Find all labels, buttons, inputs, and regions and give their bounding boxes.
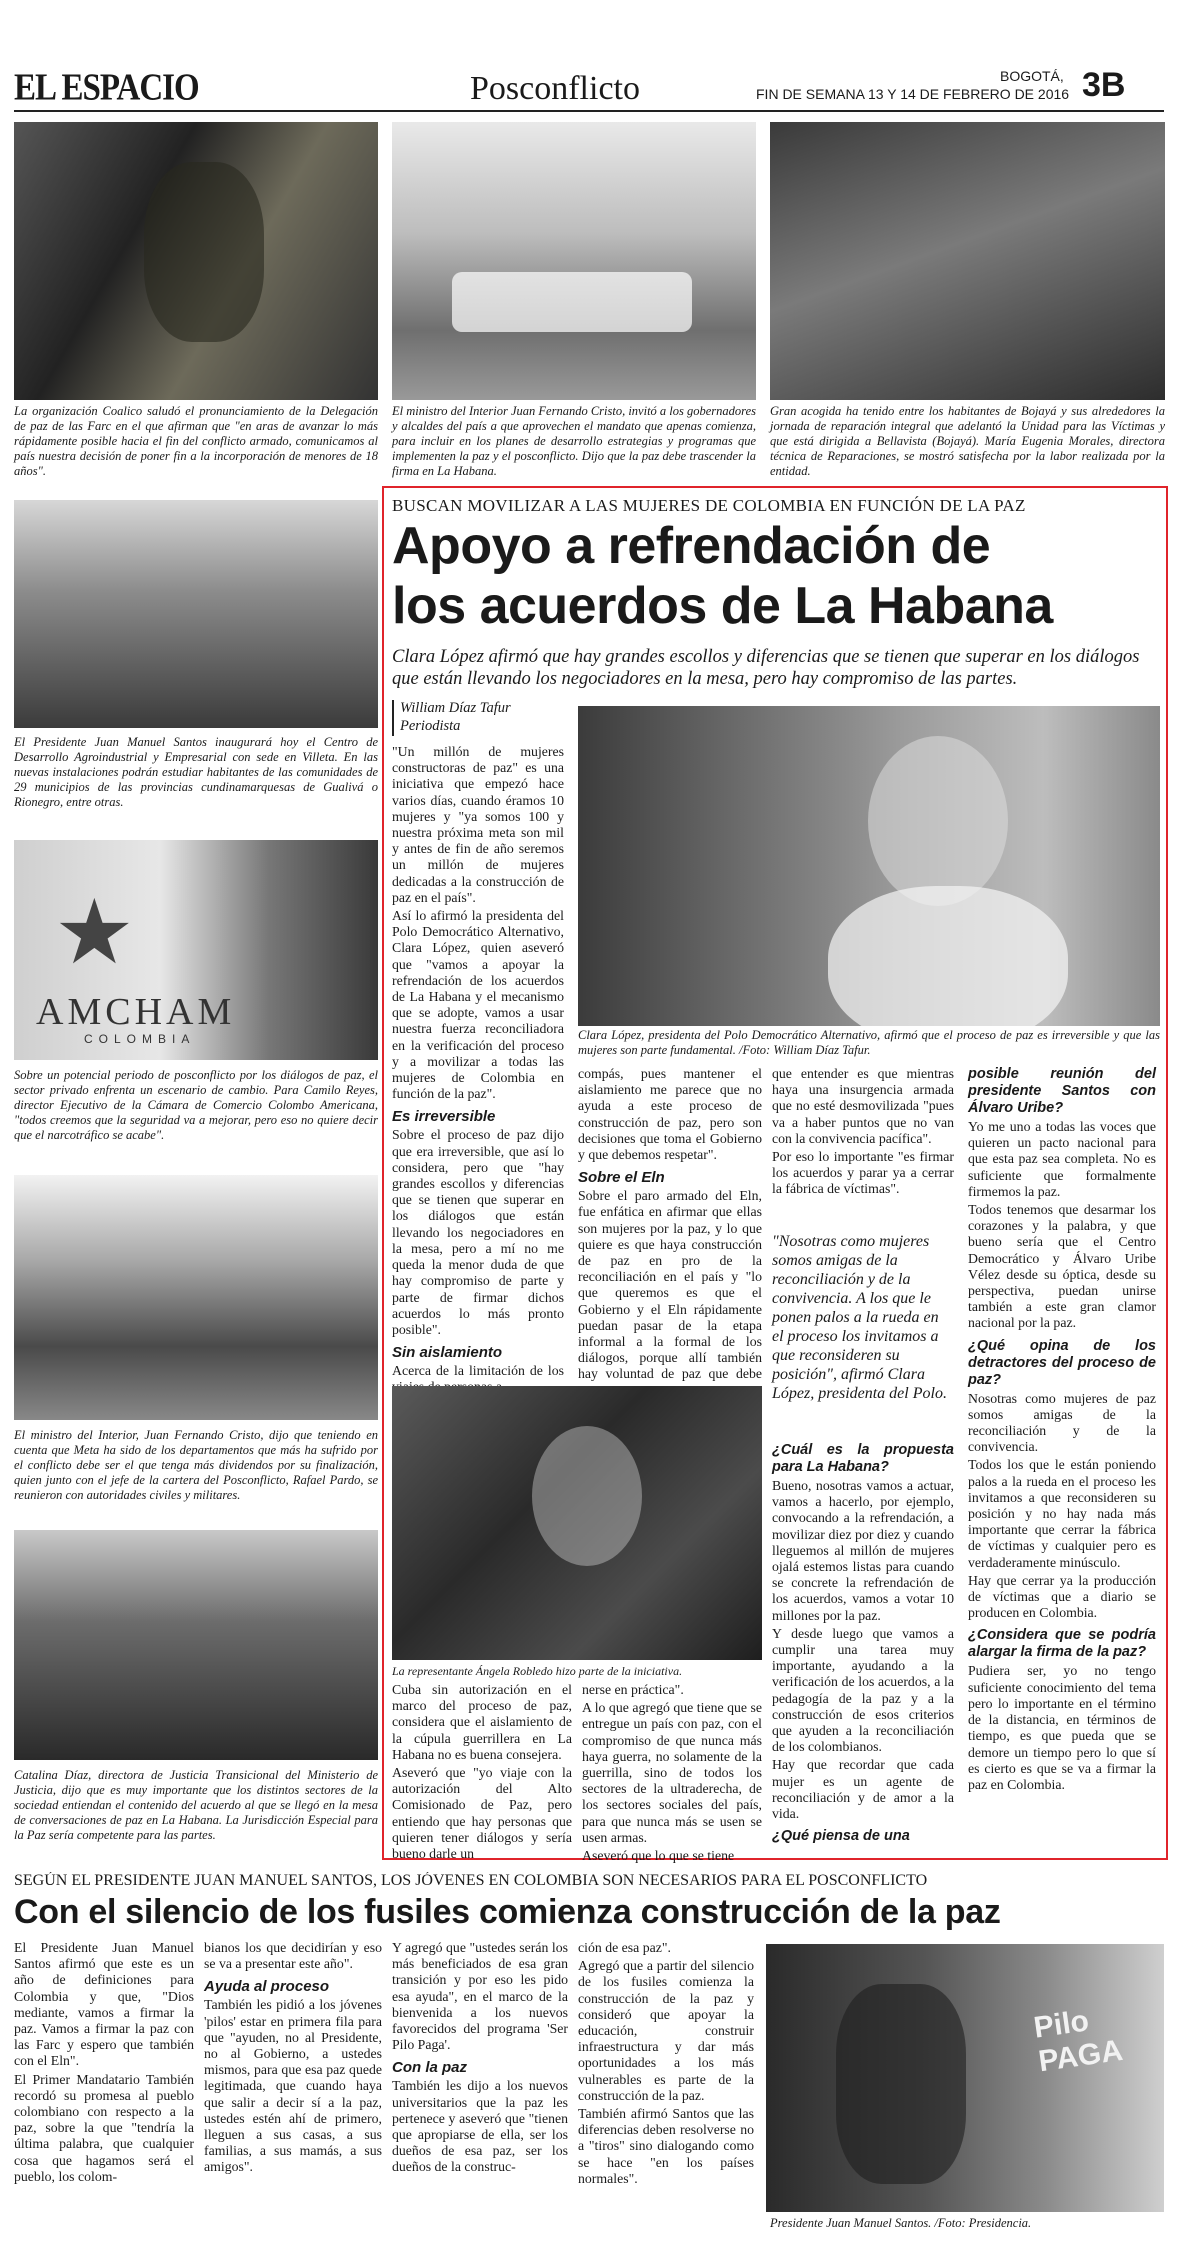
paragraph: Y desde luego que vamos a cumplir una tarea muy importante, ayudando a la verificación de los acuerdos, a la pedagogía de la paz y a la construcción de esos criterios que ayuden a la reconciliación de los colombianos. (772, 1625, 954, 1755)
paragraph: nerse en práctica". (582, 1682, 684, 1697)
bottom-column-4 (578, 1940, 754, 2189)
paragraph: También les dijo a los nuevos universitarios que la paz les pertenece y aseveró que "tienen que apropiarse de ella, ser los dueños de esa paz, ser los dueños de la construc- (392, 2078, 568, 2175)
paragraph: Todos los que le están poniendo palos a la rueda en el proceso les invitamos a que reconsideren su posición y no hay nada más importante que cerrar la fábrica de víctimas y cualquier pero es verdaderamente minúsculo. (968, 1457, 1156, 1570)
paragraph: Agregó que a partir del silencio de los fusiles comienza la construcción de la paz y consideró que apoyar la educación, construir infraestructura y dar más oportunidades a los más vulnerables es parte de la construcción de la paz. (578, 1958, 754, 2103)
photo-amcham (14, 840, 378, 1060)
amcham-logo: AMCHAM (36, 991, 236, 1033)
caption-catalina-diaz: Catalina Díaz, directora de Justicia Transicional del Ministerio de Justicia, dijo que es muy importante que los distintos sectores de la sociedad entiendan el contenido del acuerdo al que se llegó en la mesa de conversaciones de paz en La Habana. La Jurisdicción Especial para la Paz sería competente para las partes. (14, 1768, 378, 1842)
paragraph: También afirmó Santos que las diferencias deben resolverse no a "tiros" sino dialogando como se hace "en los países normales". (578, 2106, 754, 2186)
paragraph: bianos los que decidirían y eso se va a presentar este año". (204, 1940, 382, 1972)
caption-santos-pilo-paga: Presidente Juan Manuel Santos. /Foto: Presidencia. (770, 2216, 1032, 2230)
paragraph: Nosotras como mujeres de paz somos amigas de la reconciliación y de la convivencia. (968, 1390, 1156, 1455)
paragraph: compás, pues mantener el aislamiento me parece que no ayuda a este proceso de construcción de paz, pero son decisiones que toma el Gobierno y que debemos respetar". (578, 1066, 762, 1163)
feature-column-1 (392, 744, 564, 1398)
photo-angela-robledo (392, 1386, 762, 1660)
paragraph: El Presidente Juan Manuel Santos afirmó que este es un año de definiciones para Colombia y que, "Dios mediante, vamos a firmar la paz. Vamos a firmar la paz con las Farc y espero que también con el Eln". (14, 1940, 194, 2069)
paragraph: Sobre el paro armado del Eln, fue enfática en afirmar que ellas son mujeres por la paz, y lo que quiere es que haya construcción de paz en pro de la reconciliación en el país y "lo que queremos es que el Gobierno y el Eln rápidamente puedan pasar de la etapa informal a la formal de los diálogos, porque allí también hay voluntad de paz que debe (578, 1188, 762, 1382)
paragraph: También les pidió a los jóvenes 'pilos' estar en primera fila para que "ayuden, no al Presidente, no al Gobierno, a ustedes mismos, para que esa paz quede legitimada, que cuando haya que salir a decir sí a la paz, ustedes estén ahí de primero, lleguen a sus casas, a sus familias, a sus mamás, a sus amigos". (204, 1997, 382, 2175)
bottom-column-3 (392, 1940, 568, 2178)
paragraph: Cuba sin autorización en el marco del proceso de paz, considera que el aislamiento de la cúpula guerrillera en La Habana no es buena consejera. (392, 1682, 572, 1762)
feature-column-2b (392, 1682, 572, 1864)
photo-catalina-diaz (14, 1530, 378, 1760)
paper-logo: EL ESPACIO (14, 67, 199, 109)
paragraph: Y agregó que "ustedes serán los más beneficiados de esa gran transición y por eso les pido esa ayuda", en el marco de la bienvenida a los nuevos favorecidos del programa 'Ser Pilo Paga'. (392, 1940, 568, 2053)
bottom-column-1 (14, 1940, 194, 2187)
feature-headline-1: Apoyo a refrendación de (392, 517, 991, 575)
caption-santos-villeta: El Presidente Juan Manuel Santos inaugurará hoy el Centro de Desarrollo Agroindustrial y Empresarial con sede en Villeta. En las nuevas instalaciones podrán estudiar habitantes de las comunidades de 29 municipios de las provincias cundinamarquesas de Gualivá o Rionegro, entre otras. (14, 735, 378, 809)
question-detractores: ¿Qué opina de los detractores del proceso de paz? (968, 1337, 1156, 1388)
paragraph: que entender es que mientras haya una insurgencia armada que no esté desmovilizada "pues va a haber puntos que no van con la convivencia pacífica". (772, 1066, 954, 1146)
photo-santos-villeta (14, 500, 378, 728)
photo-coalico (14, 122, 378, 400)
paragraph: Aseveró que "yo viaje con la autorización del Alto Comisionado de Paz, pero entiendo que hay personas que quieren tener diálogos y sería bueno darle un (392, 1765, 572, 1862)
paragraph: Aseveró que lo que se tiene (582, 1848, 735, 1864)
caption-bojaya: Gran acogida ha tenido entre los habitantes de Bojayá y sus alrededores la jornada de reparación integral que adelantó la Unidad para las Víctimas y que está dirigida a Bellavista (Bojayá). María Eugenia Morales, directora técnica de Reparaciones, se mostró satisfecha por la labor realizada por la entidad. (770, 404, 1165, 478)
paragraph: ción de esa paz". (578, 1940, 671, 1955)
subhead-sin-aislamiento: Sin aislamiento (392, 1344, 503, 1362)
bottom-column-2 (204, 1940, 382, 2178)
dateline-date: FIN DE SEMANA 13 Y 14 DE FEBRERO DE 2016 (756, 86, 1070, 102)
paragraph: Todos tenemos que desarmar los corazones y la palabra, y que bueno sería que el Centro Democrático y Álvaro Uribe Vélez desde su óptica, desde su perspectiva, puedan unirse también a este gran clamor nacional por la paz. (968, 1202, 1156, 1331)
feature-deck: Clara López afirmó que hay grandes escollos y diferencias que se tienen que superar en los diálogos que están llevando los negociadores en la mesa, pero hay compromiso de las partes. (392, 647, 1140, 689)
paragraph: Hay que recordar que cada mujer es un agente de reconciliación y de amor a la vida. (772, 1757, 954, 1822)
caption-cristo-gobernadores: El ministro del Interior Juan Fernando Cristo, invitó a los gobernadores y alcaldes del país a que aprovechen el mandato que apenas comienza, para incluir en los planes de desarrollo estrategias y programas que implementen la paz y el posconflicto. Dijo que la paz debe trascender la firma en La Habana. (392, 404, 756, 478)
feature-column-3c (772, 1436, 954, 1847)
byline-role: Periodista (400, 718, 461, 734)
paragraph: A lo que agregó que tiene que se entregue un país con paz, con el compromiso de que nunca más haya guerra, no solamente de la guerrilla, sino de todos los sectores de la ultraderecha, de los sectores sociales del país, para que nunca más se usen se usen armas. (582, 1700, 762, 1845)
paragraph: El Primer Mandatario También recordó su promesa al pueblo colombiano con respecto a la paz, sobre la que "tendría la última palabra, que cualquier cosa que hagamos será el pueblo, los colom- (14, 2071, 194, 2184)
caption-clara-lopez: Clara López, presidenta del Polo Democrático Alternativo, afirmó que el proceso de paz es irreversible y que las mujeres son parte fundamental. /Foto: William Díaz Tafur. (578, 1028, 1160, 1057)
feature-kicker: BUSCAN MOVILIZAR A LAS MUJERES DE COLOMBIA EN FUNCIÓN DE LA PAZ (392, 496, 1026, 515)
photo-clara-lopez (578, 706, 1160, 1026)
feature-column-4 (968, 1066, 1156, 1795)
photo-cristo-gobernadores (392, 122, 756, 400)
question-reunion-uribe: posible reunión del presidente Santos con Álvaro Uribe? (968, 1066, 1156, 1116)
paragraph: Pudiera ser, yo no tengo suficiente conocimiento del tema pero lo importante en el término de la distancia, en términos de tiempo, es que pueda que se demore un tiempo pero lo que sí es cierto es que se va a firmar la paz en Colombia. (968, 1663, 1156, 1792)
feature-column-3b (582, 1682, 762, 1866)
bottom-kicker: SEGÚN EL PRESIDENTE JUAN MANUEL SANTOS, LOS JÓVENES EN COLOMBIA SON NECESARIOS PARA EL POSCONFLICTO (14, 1872, 928, 1889)
banner-pilo-paga: Pilo PAGA (1031, 2004, 1125, 2079)
pull-quote: "Nosotras como mujeres somos amigas de la reconciliación y de la convivencia. A los que le ponen palos a la rueda en el proceso los invitamos a que reconsideren su posición", afirmó Clara López, presidenta del Polo. (772, 1233, 947, 1402)
feature-headline-2: los acuerdos de La Habana (392, 577, 1053, 635)
caption-amcham: Sobre un potencial periodo de posconflicto por los diálogos de paz, el sector privado enfrenta un escenario de cambio. Para Camilo Reyes, director Ejecutivo de la Cámara de Comercio Colombo Americana, "todos creemos que la seguridad va a mejorar, pero eso no quiere decir que el narcotráfico se acabe". (14, 1068, 378, 1142)
subhead-eln: Sobre el Eln (578, 1169, 665, 1187)
caption-angela-robledo: La representante Ángela Robledo hizo parte de la iniciativa. (392, 1664, 683, 1678)
question-que-piensa: ¿Qué piensa de una (772, 1828, 910, 1845)
caption-coalico: La organización Coalico saludó el pronunciamiento de la Delegación de paz de las Farc en el que afirman que "en aras de avanzar lo más rápidamente posible hacia el fin del conflicto armado, comunicamos al país nuestra decisión de poner fin a la incorporación de menores de 18 años". (14, 404, 378, 478)
dateline-city: BOGOTÁ, (1000, 68, 1064, 84)
amcham-star: ★ (54, 880, 135, 985)
paragraph: Sobre el proceso de paz dijo que era irreversible, que así lo considera, pero que "hay grandes escollos y diferencias que se tienen que superar en los diálogos que están llevando los negociadores en la mesa, pero a mí no me queda la menor duda de que hay compromiso de parte y parte de firmar dichos acuerdos lo más pronto posible". (392, 1127, 564, 1337)
bottom-headline: Con el silencio de los fusiles comienza construcción de la paz (14, 1893, 1001, 1931)
photo-bojaya (770, 122, 1165, 400)
byline-bar (392, 700, 394, 736)
paragraph: Yo me uno a todas las voces que quieren un pacto nacional para que esta paz sea completa. No es suficiente que formalmente firmemos la paz. (968, 1119, 1156, 1199)
paragraph: "Un millón de mujeres constructoras de paz" es una iniciativa que empezó hace varios días, cuando éramos 10 mujeres y "ya somos 100 y nuestra próxima meta son mil y antes de fin de año seremos un millón de mujeres dedicadas a la construcción de paz en el país". (392, 744, 564, 905)
caption-cristo-meta: El ministro del Interior, Juan Fernando Cristo, dijo que teniendo en cuenta que Meta ha sido de los departamentos que más ha sufrido por el conflicto debe ser el que tenga más dividendos por su finalización, quien junto con el jefe de la cartera del Posconflicto, Rafael Pardo, se reunieron con autoridades civiles y militares. (14, 1428, 378, 1502)
paragraph: Hay que cerrar ya la producción de víctimas que a diario se producen en Colombia. (968, 1572, 1156, 1621)
question-alargar-firma: ¿Considera que se podría alargar la firma de la paz? (968, 1627, 1156, 1661)
subhead-con-la-paz: Con la paz (392, 2059, 468, 2077)
feature-column-2 (578, 1066, 762, 1401)
amcham-sub: COLOMBIA (84, 1032, 196, 1046)
subhead-irreversible: Es irreversible (392, 1108, 496, 1126)
paragraph: Así lo afirmó la presidenta del Polo Democrático Alternativo, Clara López, quien aseveró que "vamos a apoyar la refrendación de los acuerdos de La Habana y el mecanismo que se adopte, vamos a usar nuestra fuerza reconciliadora en la verificación del proceso y a movilizar a todas las mujeres de Colombia en función de la paz". (392, 908, 564, 1102)
feature-column-3 (772, 1066, 954, 1200)
subhead-ayuda-proceso: Ayuda al proceso (204, 1978, 330, 1996)
question-propuesta-habana: ¿Cuál es la propuesta para La Habana? (772, 1442, 954, 1475)
paragraph: Bueno, nosotras vamos a actuar, vamos a hacerlo, por ejemplo, convocando a la refrendación, a movilizar diez por diez y cuando lleguemos al millón de mujeres ojalá estemos listas para cuando se concrete la refrendación de los acuerdos, vamos a votar 10 millones por la paz. (772, 1478, 954, 1623)
paragraph: Por eso lo importante "es firmar los acuerdos y parar ya a cerrar la fábrica de víctimas". (772, 1149, 954, 1197)
photo-santos-pilo-paga (766, 1944, 1164, 2212)
paragraph: Acerca de la limitación de los (392, 1363, 564, 1379)
photo-cristo-meta (14, 1175, 378, 1420)
byline-name: William Díaz Tafur (400, 700, 511, 716)
masthead-rule (14, 110, 1164, 112)
page-number: 3B (1082, 66, 1126, 104)
section-title: Posconflicto (470, 70, 640, 107)
